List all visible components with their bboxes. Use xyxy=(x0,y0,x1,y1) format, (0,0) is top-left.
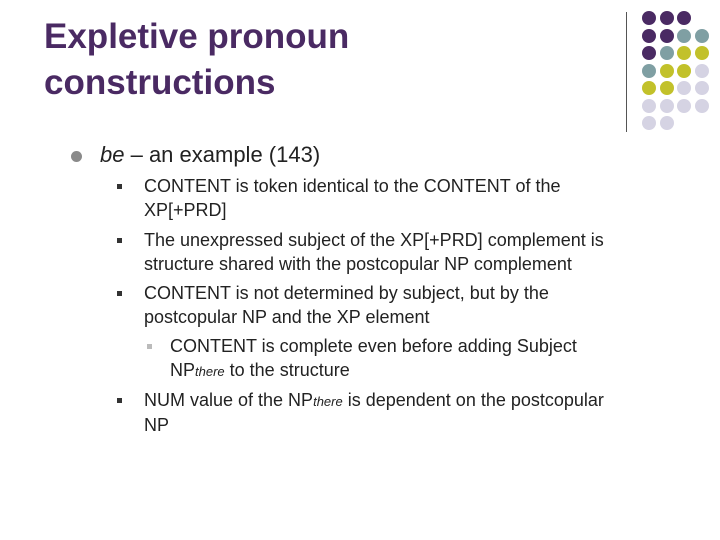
title-divider xyxy=(626,12,627,132)
bullet-level1-text xyxy=(100,140,320,170)
list-item-line: CONTENT is token identical to the CONTENT of the xyxy=(144,176,561,196)
decorative-dot xyxy=(642,29,656,43)
decorative-dot xyxy=(660,11,674,25)
there-subscript: there xyxy=(195,363,225,379)
title-line-2: constructions xyxy=(44,63,276,102)
decorative-dot xyxy=(642,116,656,130)
decorative-dot xyxy=(642,81,656,95)
decorative-dot xyxy=(677,46,691,60)
list-item-line: structure shared with the postcopular NP complement xyxy=(144,253,572,274)
bullet-square-icon xyxy=(117,398,122,403)
decorative-dot xyxy=(695,64,709,78)
list-item xyxy=(144,389,674,437)
list-item-line: postcopular NP and the XP element xyxy=(144,306,430,327)
list-item xyxy=(144,229,674,276)
decorative-dot xyxy=(677,29,691,43)
bullet-level1-icon xyxy=(71,151,82,162)
decorative-dot xyxy=(660,99,674,113)
title-line-1: Expletive pronoun xyxy=(44,17,350,56)
bullet-sub-square-icon xyxy=(147,344,152,349)
decorative-dot xyxy=(695,99,709,113)
decorative-dot xyxy=(695,46,709,60)
list-item xyxy=(144,282,674,329)
list-item-line: The unexpressed subject of the XP[+PRD] complement is xyxy=(144,230,604,250)
decorative-dot xyxy=(660,116,674,130)
bullet-square-icon xyxy=(117,184,122,189)
bullet-square-icon xyxy=(117,291,122,296)
sub-list-item xyxy=(170,335,670,383)
sub-list-item-line: CONTENT is complete even before adding Subject xyxy=(170,336,577,356)
decorative-dot xyxy=(642,46,656,60)
decorative-dot xyxy=(642,64,656,78)
decorative-dot xyxy=(677,64,691,78)
np-text: NP xyxy=(170,359,196,380)
list-item-line: NP xyxy=(144,414,170,435)
decorative-dot xyxy=(677,81,691,95)
decorative-dot xyxy=(660,64,674,78)
term-be: be xyxy=(100,142,125,167)
list-item-line: CONTENT is not determined by subject, but by the xyxy=(144,283,549,303)
num-text: NUM value of the NP xyxy=(144,390,314,410)
decorative-dot xyxy=(660,29,674,43)
decorative-dot xyxy=(695,29,709,43)
level1-rest: – an example (143) xyxy=(124,142,321,167)
num-rest-text: is dependent on the postcopular xyxy=(342,390,604,410)
decorative-dot xyxy=(642,11,656,25)
decorative-dot xyxy=(660,81,674,95)
decorative-dot xyxy=(677,11,691,25)
decorative-dot xyxy=(677,99,691,113)
decorative-dot xyxy=(660,46,674,60)
sub-rest-text: to the structure xyxy=(224,359,350,380)
list-item-line: XP[+PRD] xyxy=(144,199,227,220)
list-item-line xyxy=(144,389,674,414)
sub-list-item-line xyxy=(170,359,670,384)
there-subscript: there xyxy=(313,394,343,409)
bullet-square-icon xyxy=(117,238,122,243)
list-item xyxy=(144,175,674,222)
slide-title xyxy=(44,14,349,106)
decorative-dot xyxy=(695,81,709,95)
decorative-dot xyxy=(642,99,656,113)
